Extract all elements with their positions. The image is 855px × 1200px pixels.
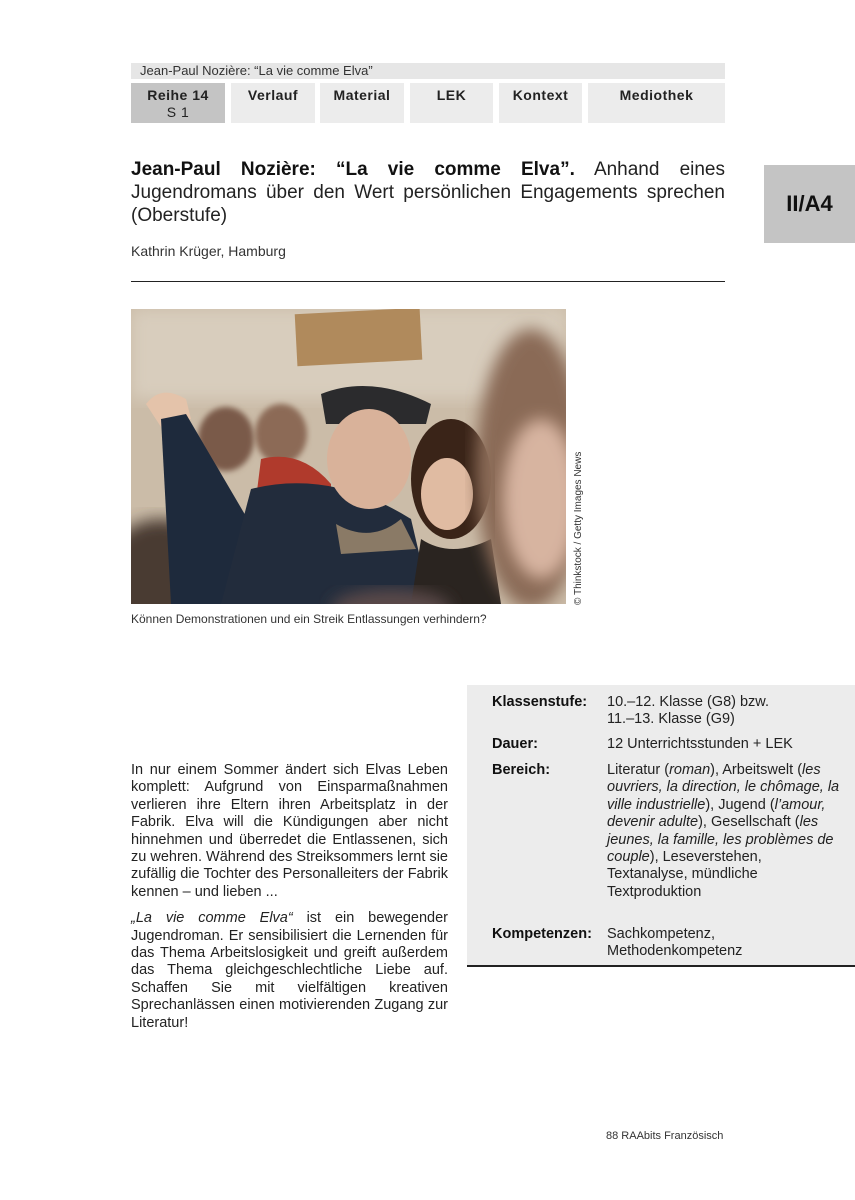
bereich-text-2: ), Arbeitswelt ( — [710, 762, 803, 778]
photo-credit: © Thinkstock / Getty Images News — [573, 451, 584, 605]
klassenstufe-line-2: 11.–13. Klasse (G9) — [607, 711, 735, 728]
page-footer: 88 RAAbits Französisch — [606, 1130, 724, 1142]
intro-paragraph-2 — [131, 910, 448, 1032]
tab-reihe-label: Reihe 14 — [147, 87, 209, 103]
dauer-value: 12 Unterrichtsstunden + LEK — [607, 736, 793, 752]
demonstration-photo — [131, 309, 566, 604]
photo-illustration — [131, 309, 566, 604]
intro-book-title: „La vie comme Elva“ — [131, 910, 293, 927]
tab-reihe[interactable] — [131, 83, 225, 123]
bereich-french-4: les jeunes, la famille, les problèmes de couple — [607, 814, 834, 866]
photo-caption: Können Demonstrationen und ein Streik Entlassungen verhindern? — [131, 612, 487, 626]
intro-paragraph-2-text: ist ein bewegender Jugendroman. Er sensibilisiert die Lernenden für das Thema Arbeitslosigkeit und greift außerdem das Thema gleichgeschlechtliche Liebe auf. Schaffen Sie mit vielfältigen kreativen Sprechanlässen einen motivierenden Zugang zur Literatur! — [131, 910, 448, 1031]
klassenstufe-line-1: 10.–12. Klasse (G8) bzw. — [607, 694, 769, 710]
tab-reihe-page: S 1 — [166, 104, 190, 120]
section-tabs — [131, 83, 725, 123]
title-rest: Anhand eines Jugendromans über den Wert persönlichen Engagements sprechen (Oberstufe) — [131, 159, 725, 226]
unit-tag: II/A4 — [764, 165, 855, 243]
divider — [131, 281, 725, 282]
bereich-text-5: ), Leseverstehen, Textanalyse, mündliche Textproduktion — [607, 849, 762, 900]
bereich-value — [607, 762, 842, 901]
klassenstufe-label: Klassenstufe: — [492, 694, 588, 710]
tab-verlauf[interactable]: Verlauf — [231, 83, 315, 123]
bereich-text-4: ), Gesellschaft ( — [698, 814, 800, 831]
tab-material[interactable]: Material — [320, 83, 404, 123]
tab-lek[interactable]: LEK — [410, 83, 493, 123]
tab-kontext[interactable]: Kontext — [499, 83, 582, 123]
kompetenzen-value: Sachkompetenz, Methodenkompetenz — [607, 926, 743, 960]
bereich-french-1: roman — [669, 762, 711, 778]
intro-paragraph-1: In nur einem Sommer ändert sich Elvas Leben komplett: Aufgrund von Einsparmaßnahmen verlieren ihre Eltern ihren Arbeitsplatz in der Fabrik. Elva will die Kündigungen aber nicht hinnehmen und überredet die Entlassenen, sich zu wehren. Während des Streiksommers lernt sie zufällig die Tochter des Personalleiters der Fabrik kennen – und lieben ... — [131, 762, 448, 900]
running-header: Jean-Paul Nozière: “La vie comme Elva” — [131, 63, 725, 79]
author: Kathrin Krüger, Hamburg — [131, 243, 286, 259]
klassenstufe-value — [607, 694, 842, 729]
intro-text — [131, 762, 448, 1041]
bereich-text-1: Literatur ( — [607, 762, 670, 778]
bereich-french-2: les ouvriers, la direction, le chômage, la ville industrielle — [607, 762, 840, 813]
tab-mediothek[interactable]: Mediothek — [588, 83, 725, 123]
info-box — [467, 685, 855, 967]
dauer-label: Dauer: — [492, 736, 538, 752]
bereich-label: Bereich: — [492, 762, 551, 778]
page-title — [131, 158, 725, 227]
bereich-french-3: l’amour, devenir adulte — [607, 796, 826, 831]
kompetenzen-label: Kompetenzen: — [492, 926, 592, 942]
title-bold: Jean-Paul Nozière: “La vie comme Elva”. — [131, 159, 575, 180]
bereich-text-3: ), Jugend ( — [705, 796, 775, 813]
